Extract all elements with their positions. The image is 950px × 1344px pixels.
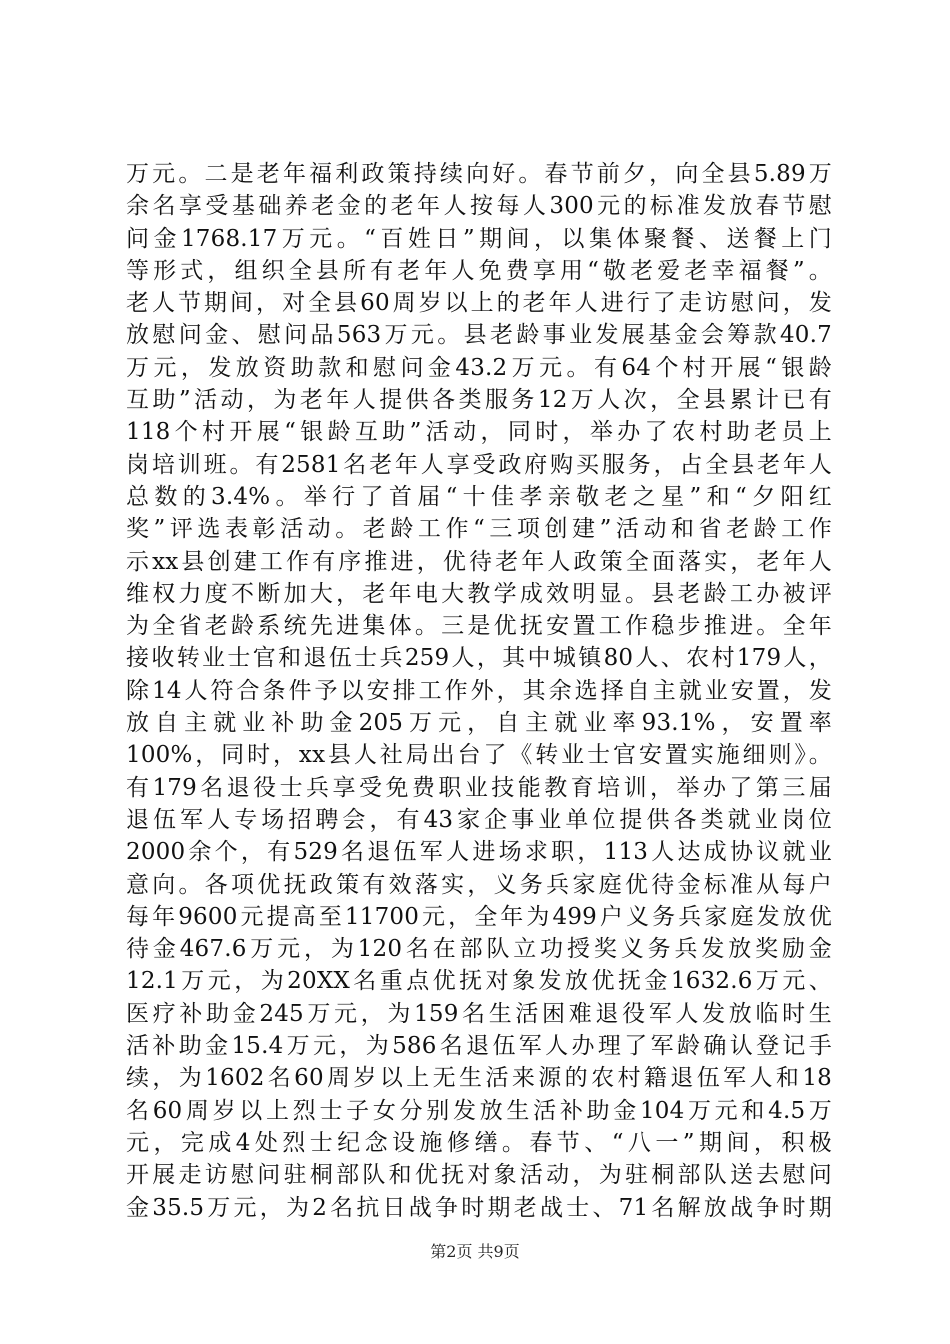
text-line: 100%，同时，xx县人社局出台了《转业士官安置实施细则》。 xyxy=(126,742,832,769)
text-line: 118个村开展“银龄互助”活动，同时，举办了农村助老员上 xyxy=(126,419,832,446)
text-line: 每年9600元提高至11700元，全年为499户义务兵家庭发放优 xyxy=(126,903,832,930)
text-line: 维权力度不断加大，老年电大教学成效明显。县老龄工办被评 xyxy=(126,580,832,607)
text-line: 退伍军人专场招聘会，有43家企事业单位提供各类就业岗位 xyxy=(126,806,832,833)
text-line: 待金467.6万元，为120名在部队立功授奖义务兵发放奖励金 xyxy=(126,936,832,963)
text-line: 老人节期间，对全县60周岁以上的老年人进行了走访慰问，发 xyxy=(126,290,832,317)
text-line: 12.1万元，为20XX名重点优抚对象发放优抚金1632.6万元、 xyxy=(126,968,832,995)
text-line: 意向。各项优抚政策有效落实，义务兵家庭优待金标准从每户 xyxy=(126,871,832,898)
text-line: 总数的3.4%。举行了首届“十佳孝亲敬老之星”和“夕阳红 xyxy=(126,483,832,510)
text-line: 问金1768.17万元。“百姓日”期间，以集体聚餐、送餐上门 xyxy=(126,225,832,252)
text-line: 放慰问金、慰问品563万元。县老龄事业发展基金会筹款40.7 xyxy=(126,322,832,349)
text-line: 2000余个，有529名退伍军人进场求职，113人达成协议就业 xyxy=(126,839,832,866)
text-line: 互助”活动，为老年人提供各类服务12万人次，全县累计已有 xyxy=(126,387,832,414)
text-line: 有179名退役士兵享受免费职业技能教育培训，举办了第三届 xyxy=(126,774,832,801)
text-line: 开展走访慰问驻桐部队和优抚对象活动，为驻桐部队送去慰问 xyxy=(126,1162,832,1189)
text-line: 除14人符合条件予以安排工作外，其余选择自主就业安置，发 xyxy=(126,677,832,704)
text-line: 万元。二是老年福利政策持续向好。春节前夕，向全县5.89万 xyxy=(126,161,832,187)
text-line: 名60周岁以上烈士子女分别发放生活补助金104万元和4.5万 xyxy=(126,1097,832,1124)
text-line: 示xx县创建工作有序推进，优待老年人政策全面落实，老年人 xyxy=(126,548,832,575)
text-line: 岗培训班。有2581名老年人享受政府购买服务，占全县老年人 xyxy=(126,451,832,478)
text-line: 接收转业士官和退伍士兵259人，其中城镇80人、农村179人， xyxy=(126,645,832,672)
text-line: 余名享受基础养老金的老年人按每人300元的标准发放春节慰 xyxy=(126,193,832,220)
text-line: 续，为1602名60周岁以上无生活来源的农村籍退伍军人和18 xyxy=(126,1065,832,1092)
text-line: 金35.5万元，为2名抗日战争时期老战士、71名解放战争时期 xyxy=(126,1194,832,1221)
text-line: 万元，发放资助款和慰问金43.2万元。有64个村开展“银龄 xyxy=(126,354,832,381)
text-line: 活补助金15.4万元，为586名退伍军人办理了军龄确认登记手 xyxy=(126,1033,832,1060)
body-text xyxy=(126,158,832,1224)
text-line: 放自主就业补助金205万元，自主就业率93.1%，安置率 xyxy=(126,710,832,737)
text-line: 元，完成4处烈士纪念设施修缮。春节、“八一”期间，积极 xyxy=(126,1129,832,1156)
text-line: 奖”评选表彰活动。老龄工作“三项创建”活动和省老龄工作 xyxy=(126,516,832,543)
text-line: 医疗补助金245万元，为159名生活困难退役军人发放临时生 xyxy=(126,1000,832,1027)
page-footer: 第2页 共9页 xyxy=(430,1242,520,1261)
text-line: 等形式，组织全县所有老年人免费享用“敬老爱老幸福餐”。 xyxy=(126,257,832,284)
text-line: 为全省老龄系统先进集体。三是优抚安置工作稳步推进。全年 xyxy=(126,613,832,640)
